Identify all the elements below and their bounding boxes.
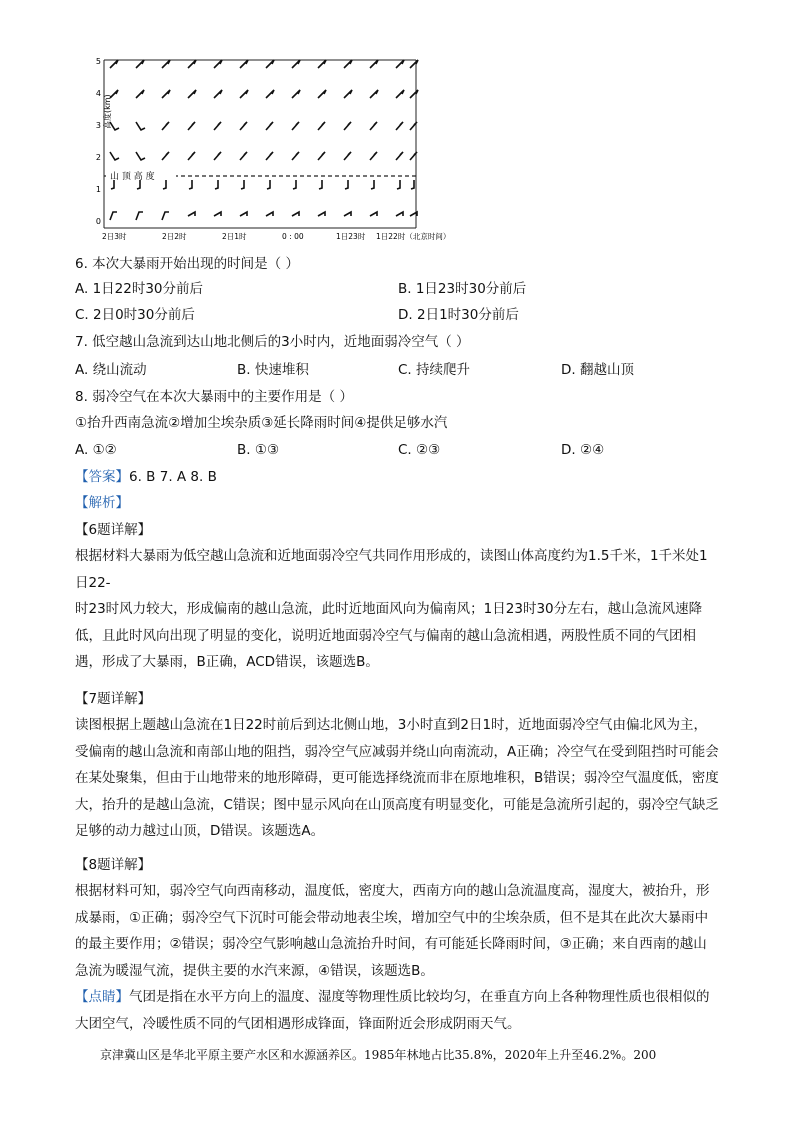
footer-text: 京津冀山区是华北平原主要产水区和水源涵养区。1985年林地占比35.8%，2020年上升至46.2%。200 [100, 1048, 657, 1062]
wind-barb [162, 212, 169, 220]
wind-barb [396, 122, 403, 130]
wind-barb [136, 152, 145, 160]
x-tick: 0 : 00 [282, 232, 304, 241]
q7-option-d: D. 翻越山顶 [561, 362, 634, 378]
wind-barb [266, 90, 274, 98]
x-tick: 1日23时 [336, 232, 366, 241]
wind-barbs [110, 60, 418, 220]
d8-title: 【8题详解】 [75, 857, 152, 873]
y-tick: 3 [95, 121, 101, 130]
wind-barb [240, 122, 247, 130]
wind-barb [397, 180, 400, 189]
wind-barb [240, 90, 248, 98]
q8-stem: 8. 弱冷空气在本次大暴雨中的主要作用是（ ） [75, 389, 353, 405]
q6-stem: 6. 本次大暴雨开始出现的时间是（ ） [75, 256, 299, 272]
wind-barb [240, 60, 248, 68]
wind-barb [214, 60, 222, 68]
wind-barb [318, 152, 325, 160]
wind-barb [266, 152, 273, 160]
wind-barb [396, 60, 404, 68]
d6-paragraph-2: 时23时风力较大，形成偏南的越山急流，此时近地面风向为偏南风；1日23时30分左右，越山急流风速降低，且此时风向出现了明显的变化，说明近地面弱冷空气与偏南的越山急流相遇，两股性质不同的气团相遇，形成了大暴雨，B正确，ACD错误，该题选B。 [75, 601, 703, 670]
tip-paragraph [75, 984, 720, 1037]
wind-barb [370, 152, 377, 160]
wind-barb [163, 180, 166, 189]
wind-barb [266, 122, 273, 130]
d6-title: 【6题详解】 [75, 522, 152, 538]
d7-title: 【7题详解】 [75, 691, 152, 707]
wind-barb [292, 122, 299, 130]
tip-tag: 【点睛】 [75, 989, 129, 1005]
wind-barb [371, 180, 374, 189]
mountain-label: 山 顶 高 度 [110, 172, 155, 182]
answer-line [75, 468, 217, 486]
wind-barb [293, 180, 296, 189]
wind-barb [318, 212, 325, 216]
wind-barb [344, 90, 352, 98]
wind-barb [215, 180, 218, 189]
y-tick: 4 [95, 89, 101, 98]
wind-barb [162, 90, 170, 98]
q6-option-b: B. 1日23时30分前后 [398, 281, 527, 297]
wind-barb [396, 90, 404, 98]
wind-barb [188, 152, 195, 160]
wind-barb [319, 180, 322, 189]
wind-barb [344, 60, 352, 68]
wind-barb [266, 212, 273, 216]
wind-barb [214, 152, 221, 160]
q8-option-b: B. ①③ [237, 442, 280, 458]
wind-barb [318, 90, 326, 98]
wind-barb [136, 90, 144, 98]
wind-barb [162, 122, 169, 130]
wind-barb [189, 180, 192, 189]
wind-barb [110, 152, 119, 160]
q8-option-c: C. ②③ [398, 442, 441, 458]
wind-barb [370, 122, 377, 130]
wind-barb [110, 90, 118, 98]
wind-barb [162, 152, 169, 160]
d8-paragraph: 根据材料可知，弱冷空气向西南移动，温度低，密度大，西南方向的越山急流温度高，湿度大，被抬升，形成暴雨，①正确；弱冷空气下沉时可能会带动地表尘埃，增加空气中的尘埃杂质，但不是其在此次大暴雨中的最主要作用；②错误；弱冷空气影响越山急流抬升时间，有可能延长降雨时间，③正确；来自西南的越山急流为暖湿气流，提供主要的水汽来源，④错误，该题选B。 [75, 883, 710, 979]
wind-barb [370, 212, 377, 216]
wind-barb [292, 212, 299, 216]
analysis-tag: 【解析】 [75, 495, 129, 511]
wind-barb [188, 212, 195, 216]
q8-option-d: D. ②④ [561, 442, 605, 458]
wind-barb [292, 152, 299, 160]
wind-barb [267, 180, 270, 189]
wind-barb [241, 180, 244, 189]
wind-barb [110, 60, 118, 68]
y-tick: 0 [95, 217, 101, 226]
wind-barb [188, 122, 195, 130]
wind-barb [370, 90, 378, 98]
wind-barb [214, 90, 222, 98]
wind-barb [396, 152, 403, 160]
wind-barb [318, 60, 326, 68]
q7-option-a: A. 绕山流动 [75, 362, 147, 378]
x-tick: 2日2时 [162, 232, 187, 241]
wind-barb [318, 122, 325, 130]
wind-barb [411, 180, 414, 189]
y-axis-label: 高度(km) [103, 94, 112, 129]
tip-text: 气团是指在水平方向上的温度、湿度等物理性质比较均匀，在垂直方向上各种物理性质也很相似的大团空气，冷暖性质不同的气团相遇形成锋面，锋面附近会形成阴雨天气。 [75, 989, 710, 1032]
wind-barb [396, 212, 403, 216]
wind-barb [292, 60, 300, 68]
wind-barb [136, 212, 143, 220]
x-tick: 2日1时 [222, 232, 247, 241]
wind-barb [110, 212, 117, 220]
y-tick: 2 [95, 153, 101, 162]
x-tick: 1日22时（北京时间） [376, 232, 451, 241]
wind-barb [344, 152, 351, 160]
wind-barb [214, 122, 221, 130]
wind-barb [344, 122, 351, 130]
wind-barb [136, 60, 144, 68]
q7-option-b: B. 快速堆积 [237, 362, 309, 378]
wind-barb [162, 60, 170, 68]
q8-option-a: A. ①② [75, 442, 117, 458]
wind-barb [370, 60, 378, 68]
d7-paragraph: 读图根据上题越山急流在1日22时前后到达北侧山地，3小时直到2日1时，近地面弱冷空气由偏北风为主，受偏南的越山急流和南部山地的阻挡，弱冷空气应减弱并绕山向南流动，A正确；冷空气在受到阻挡时可能会在某处聚集，但由于山地带来的地形障碍，更可能选择绕流而非在原地堆积，B错误；弱冷空气温度低，密度大，抬升的是越山急流，C错误；图中显示风向在山顶高度有明显变化，可能是急流所引起的，弱冷空气缺乏足够的动力越过山顶，D错误。该题选A。 [75, 717, 719, 839]
wind-barb [240, 212, 247, 216]
wind-barb [240, 152, 247, 160]
q6-option-a: A. 1日22时30分前后 [75, 281, 204, 297]
wind-barb [188, 90, 196, 98]
x-tick: 2日3时 [102, 232, 127, 241]
answer-text: 6. B 7. A 8. B [129, 469, 217, 485]
wind-profile-figure [84, 56, 451, 244]
wind-barb [136, 122, 145, 130]
q6-option-d: D. 2日1时30分前后 [398, 307, 519, 323]
wind-barb [266, 60, 274, 68]
wind-barb [292, 90, 300, 98]
answer-tag: 【答案】 [75, 469, 129, 485]
q7-option-c: C. 持续爬升 [398, 362, 471, 378]
y-tick: 5 [95, 57, 101, 66]
wind-barb [410, 90, 418, 98]
q8-items: ①抬升西南急流②增加尘埃杂质③延长降雨时间④提供足够水汽 [75, 415, 448, 431]
wind-barb [410, 60, 418, 68]
wind-barb [214, 212, 221, 216]
wind-barb [188, 60, 196, 68]
d6-paragraph-1: 根据材料大暴雨为低空越山急流和近地面弱冷空气共同作用形成的，读图山体高度约为1.5千米，1千米处1日22- [75, 548, 708, 591]
q7-stem: 7. 低空越山急流到达山地北侧后的3小时内，近地面弱冷空气（ ） [75, 334, 470, 350]
y-tick: 1 [95, 185, 101, 194]
wind-barb [344, 212, 351, 216]
wind-barb [345, 180, 348, 189]
q6-option-c: C. 2日0时30分前后 [75, 307, 195, 323]
